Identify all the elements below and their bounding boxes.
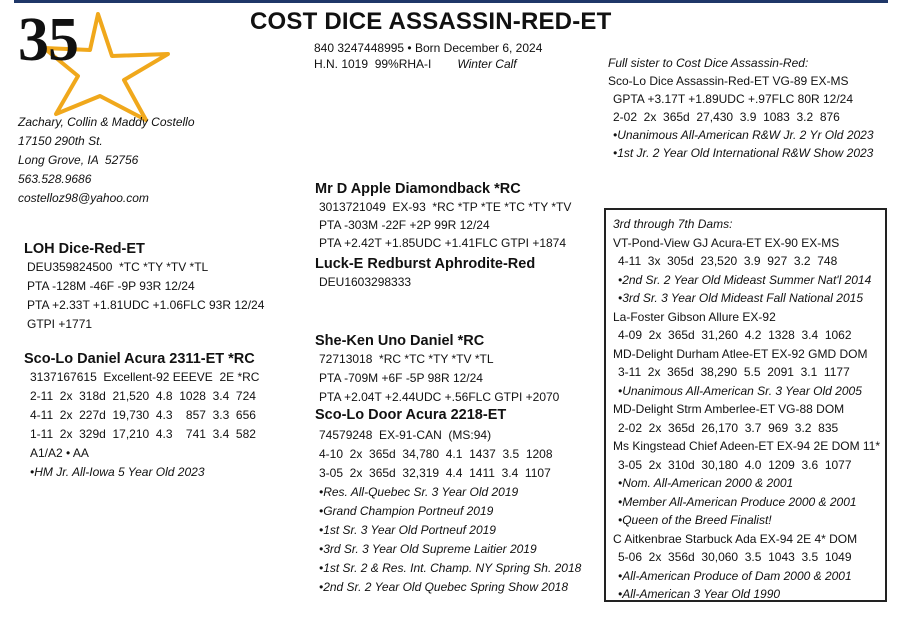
ancestry-heading: 3rd through 7th Dams: [613, 217, 733, 231]
sire-line: PTA +2.33T +1.81UDC +1.06FLC 93R 12/24 [27, 298, 265, 312]
dam-sire-line: PTA -709M +6F -5P 98R 12/24 [319, 371, 483, 385]
ancestor-name: MD-Delight Durham Atlee-ET EX-92 GMD DOM [613, 346, 868, 361]
ancestor-record: 3-05 2x 310d 30,180 4.0 1209 3.6 1077 [618, 457, 852, 472]
dam-block [24, 350, 259, 480]
dam-dam-block [315, 406, 581, 595]
sire-line: GTPI +1771 [27, 317, 93, 331]
full-sister-honor: •Unanimous All-American R&W Jr. 2 Yr Old 2023 [613, 128, 874, 142]
ancestor-record: 4-11 3x 305d 23,520 3.9 927 3.2 748 [618, 254, 838, 268]
ancestor-record: 5-06 2x 356d 30,060 3.5 1043 3.5 1049 [618, 550, 852, 564]
reg-ids: 840 3247448995 [314, 41, 405, 55]
consignor-name: Zachary, Collin & Maddy Costello [18, 115, 195, 129]
dam-dam-honor: •1st Sr. 3 Year Old Portneuf 2019 [319, 523, 496, 537]
calf-class: Winter Calf [457, 57, 517, 71]
ancestor-honor: •3rd Sr. 3 Year Old Mideast Fall National 2015 [618, 291, 863, 305]
sire-name: LOH Dice-Red-ET [24, 241, 145, 257]
sire-sire-line: PTA +2.42T +1.85UDC +1.41FLC GTPI +1874 [319, 236, 567, 250]
full-sister-block [608, 55, 874, 161]
ancestor-honor: •Member All-American Produce 2000 & 2001 [618, 494, 857, 509]
registration-info: 840 3247448995 • Born December 6, 2024 H.N. 1019 99%RHA-I Winter Calf [314, 41, 543, 71]
ancestor-name: La-Foster Gibson Allure EX-92 [613, 309, 776, 324]
dam-record: 1-11 2x 329d 17,210 4.3 741 3.4 582 [30, 427, 256, 441]
ancestor-honor: •All-American Produce of Dam 2000 & 2001 [618, 568, 852, 583]
sire-sire-line: PTA -303M -22F +2P 99R 12/24 [319, 218, 490, 232]
ancestor-record: 4-09 2x 365d 31,260 4.2 1328 3.4 1062 [618, 328, 852, 342]
hn-info: H.N. 1019 99%RHA-I [314, 57, 432, 71]
birth-date: Born December 6, 2024 [414, 41, 543, 55]
full-sister-gpta: GPTA +3.17T +1.89UDC +.97FLC 80R 12/24 [613, 92, 854, 106]
sire-dam-name: Luck-E Redburst Aphrodite-Red [315, 256, 536, 272]
full-sister-honor: •1st Jr. 2 Year Old International R&W Show 2023 [613, 146, 874, 160]
dam-record: 2-11 2x 318d 21,520 4.8 1028 3.4 724 [30, 389, 256, 403]
sire-block [24, 240, 264, 332]
ancestor-name: MD-Delight Strm Amberlee-ET VG-88 DOM [613, 402, 845, 416]
dam-dam-honor: •Grand Champion Portneuf 2019 [319, 504, 494, 518]
ancestor-name: VT-Pond-View GJ Acura-ET EX-90 EX-MS [613, 235, 840, 250]
dam-line: 3137167615 Excellent-92 EEEVE 2E *RC [30, 370, 260, 384]
dam-dam-honor: •1st Sr. 2 & Res. Int. Champ. NY Spring Sh. 2018 [319, 561, 582, 575]
ancestor-honor: •Nom. All-American 2000 & 2001 [618, 476, 794, 490]
page-title: COST DICE ASSASSIN-RED-ET [250, 8, 612, 35]
ancestor-name: Ms Kingstead Chief Adeen-ET EX-94 2E DOM 11* [613, 439, 881, 453]
full-sister-name: Sco-Lo Dice Assassin-Red-ET VG-89 EX-MS [608, 74, 849, 88]
dam-honor: •HM Jr. All-Iowa 5 Year Old 2023 [30, 465, 205, 479]
ancestry-list [613, 216, 880, 602]
ancestor-honor: •Queen of the Breed Finalist! [618, 513, 772, 527]
ancestor-record: 3-11 2x 365d 38,290 5.5 2091 3.1 1177 [618, 365, 850, 379]
dam-name: Sco-Lo Daniel Acura 2311-ET *RC [24, 351, 255, 367]
consignor-street: 17150 290th St. [18, 134, 103, 148]
dam-dam-record: 4-10 2x 365d 34,780 4.1 1437 3.5 1208 [319, 447, 553, 461]
dam-dam-line: 74579248 EX-91-CAN (MS:94) [319, 428, 492, 442]
sire-dam-line: DEU1603298333 [319, 275, 412, 289]
dam-sire-name: She-Ken Uno Daniel *RC [315, 333, 485, 349]
dam-dam-honor: •2nd Sr. 2 Year Old Quebec Spring Show 2018 [319, 580, 569, 594]
full-sister-heading: Full sister to Cost Dice Assassin-Red: [608, 56, 809, 70]
sire-line: PTA -128M -46F -9P 93R 12/24 [27, 279, 195, 293]
dam-dam-honor: •3rd Sr. 3 Year Old Supreme Laitier 2019 [319, 542, 537, 556]
consignor-phone: 563.528.9686 [18, 172, 92, 186]
consignor-block [18, 114, 195, 206]
lot-number: 35 [18, 6, 78, 74]
dam-dam-honor: •Res. All-Quebec Sr. 3 Year Old 2019 [319, 485, 519, 499]
sire-sire-block [315, 180, 571, 251]
top-rule [14, 0, 888, 3]
ancestry-box [604, 208, 887, 602]
sire-line: DEU359824500 *TC *TY *TV *TL [27, 260, 209, 274]
dam-dam-name: Sco-Lo Door Acura 2218-ET [315, 407, 507, 423]
consignor-city: Long Grove, IA 52756 [18, 153, 139, 167]
dam-dam-record: 3-05 2x 365d 32,319 4.4 1411 3.4 1107 [319, 466, 551, 480]
ancestor-record: 2-02 2x 365d 26,170 3.7 969 3.2 835 [618, 420, 839, 435]
dam-genetics: A1/A2 • AA [30, 446, 89, 460]
sire-sire-name: Mr D Apple Diamondback *RC [315, 181, 521, 197]
dam-record: 4-11 2x 227d 19,730 4.3 857 3.3 656 [30, 408, 256, 422]
sire-sire-line: 3013721049 EX-93 *RC *TP *TE *TC *TY *TV [319, 200, 572, 214]
sire-dam-block [315, 255, 535, 290]
consignor-email: costelloz98@yahoo.com [18, 191, 149, 205]
ancestor-name: C Aitkenbrae Starbuck Ada EX-94 2E 4* DOM [613, 531, 858, 546]
dam-sire-line: 72713018 *RC *TC *TY *TV *TL [319, 352, 494, 366]
full-sister-record: 2-02 2x 365d 27,430 3.9 1083 3.2 876 [613, 110, 840, 124]
ancestor-honor: •2nd Sr. 2 Year Old Mideast Summer Nat'l 2014 [618, 272, 872, 287]
ancestor-honor: •All-American 3 Year Old 1990 [618, 587, 781, 601]
dam-sire-line: PTA +2.04T +2.44UDC +.56FLC GTPI +2070 [319, 390, 560, 404]
ancestor-honor: •Unanimous All-American Sr. 3 Year Old 2005 [618, 383, 862, 398]
dam-sire-block [315, 332, 559, 405]
